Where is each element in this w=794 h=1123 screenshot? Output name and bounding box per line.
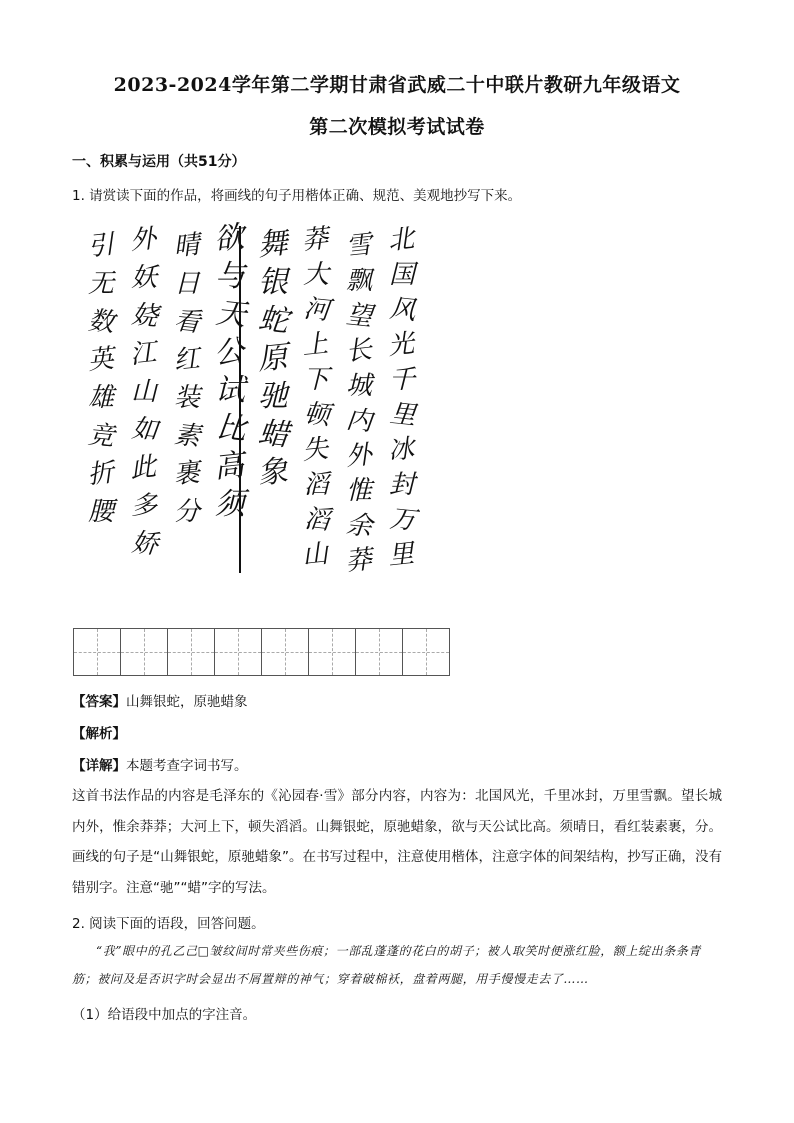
calligraphy-char: 惟: [345, 476, 373, 506]
calligraphy-char: 万: [388, 503, 418, 537]
detail-text: 本题考查字词书写。: [126, 758, 248, 774]
question-2: 2. 阅读下面的语段，回答问题。: [72, 916, 265, 932]
calligraphy-char: 裹: [172, 457, 202, 491]
question-2-sub-1: （1）给语段中加点的字注音。: [72, 1007, 257, 1023]
calligraphy-char: 红: [172, 343, 202, 377]
calligraphy-char: 雄: [87, 383, 115, 413]
calligraphy-char: 娆: [130, 299, 160, 333]
grid-cell: [73, 628, 121, 676]
question-1: 1. 请赏读下面的作品，将画线的句子用楷体正确、规范、美观地抄写下来。: [72, 188, 522, 204]
calligraphy-char: 河: [302, 293, 332, 327]
calligraphy-char: 公: [212, 333, 246, 372]
calligraphy-char: 江: [128, 337, 158, 371]
answer-text: 山舞银蛇，原驰蜡象: [126, 694, 248, 710]
calligraphy-char: 滔: [302, 503, 332, 537]
calligraphy-char: 分: [173, 497, 201, 527]
calligraphy-char: 大: [302, 260, 330, 290]
calligraphy-char: 引: [86, 229, 116, 263]
calligraphy-char: 失: [300, 433, 330, 467]
calligraphy-char: 冰: [386, 433, 416, 467]
calligraphy-char: 英: [86, 343, 116, 377]
grid-cell: [355, 628, 403, 676]
calligraphy-char: 比: [214, 409, 248, 448]
grid-cell: [308, 628, 356, 676]
calligraphy-char: 莽: [300, 223, 330, 257]
title-line2: 第二次模拟考试试卷: [309, 116, 485, 138]
calligraphy-char: 高: [212, 447, 246, 486]
calligraphy-char: 城: [345, 371, 373, 401]
title-line1: 2023-2024学年第二学期甘肃省武威二十中联片教研九年级语文: [113, 74, 681, 96]
grid-cell: [214, 628, 262, 676]
calligraphy-char: 长: [344, 334, 374, 368]
calligraphy-char: 国: [388, 260, 416, 290]
calligraphy-char: 晴: [172, 229, 202, 263]
calligraphy-char: 多: [130, 491, 158, 521]
calligraphy-char: 原: [255, 339, 290, 378]
detail-label: 【详解】: [72, 758, 126, 774]
grid-cell: [120, 628, 168, 676]
calligraphy-char: 余: [344, 509, 374, 543]
calligraphy-char: 竞: [86, 419, 116, 453]
detail-line: [72, 754, 248, 774]
calligraphy-char: 顿: [302, 398, 332, 432]
calligraphy-char: 风: [388, 293, 418, 327]
calligraphy-char: 腰: [87, 497, 115, 527]
grid-cell: [167, 628, 215, 676]
calligraphy-char: 无: [87, 269, 115, 299]
calligraphy-char: 蜡: [256, 415, 291, 454]
calligraphy-char: 如: [130, 413, 160, 447]
calligraphy-char: 须: [215, 487, 245, 522]
calligraphy-char: 银: [258, 265, 288, 300]
calligraphy-char: 妖: [130, 263, 158, 293]
calligraphy-char: 光: [386, 328, 416, 362]
calligraphy-char: 欲: [212, 219, 246, 258]
section-heading: 一、积累与运用（共51分）: [72, 154, 246, 170]
calligraphy-char: 莽: [344, 544, 374, 578]
calligraphy-char: 封: [388, 470, 416, 500]
calligraphy-char: 千: [388, 365, 416, 395]
explanation-paragraph: 这首书法作品的内容是毛泽东的《沁园春·雪》部分内容，内容为：北国风光，千里冰封，万里雪飘。望长城内外，惟余莽莽；大河上下，顿失滔滔。山舞银蛇，原驰蜡象，欲与天公试比高。须晴日，看红装素裹，分。画线的句子是“山舞银蛇，原驰蜡象”。在书写过程中，注意使用楷体，注意字体的间架结构，抄写正确，没有错别字。注意“驰”“蜡”字的写法。: [72, 788, 722, 896]
calligraphy-char: 看: [172, 305, 202, 339]
answer-label: 【答案】: [72, 694, 126, 710]
calligraphy-image: [72, 218, 420, 598]
calligraphy-char: 滔: [302, 470, 330, 500]
calligraphy-char: 舞: [255, 225, 290, 264]
calligraphy-char: 驰: [258, 379, 288, 414]
calligraphy-char: 数: [86, 305, 116, 339]
calligraphy-char: 飘: [345, 266, 373, 296]
analysis-line: [72, 722, 126, 742]
answer-line: [72, 690, 248, 710]
calligraphy-char: 山: [300, 538, 330, 572]
calligraphy-char: 素: [172, 419, 202, 453]
calligraphy-char: 象: [255, 453, 290, 492]
reading-passage: “我”眼中的孔乙己□皱纹间时常夹些伤痕；一部乱蓬蓬的花白的胡子；被人取笑时便涨红脸，额上绽出条条青筋；被问及是否识字时会显出不屑置辩的神气；穿着破棉袄，盘着两腿，用手慢慢走去了……: [72, 944, 702, 986]
calligraphy-char: 里: [388, 398, 418, 432]
answer-grid: [73, 628, 449, 676]
calligraphy-char: 上: [300, 328, 330, 362]
calligraphy-char: 望: [344, 299, 374, 333]
calligraphy-char: 日: [173, 269, 201, 299]
grid-cell: [261, 628, 309, 676]
calligraphy-char: 山: [130, 377, 158, 407]
calligraphy-char: 蛇: [256, 301, 291, 340]
calligraphy-char: 内: [344, 404, 374, 438]
calligraphy-char: 与: [215, 259, 245, 294]
calligraphy-char: 天: [214, 295, 248, 334]
calligraphy-char: 北: [386, 223, 416, 257]
analysis-label: 【解析】: [72, 726, 126, 742]
calligraphy-char: 里: [386, 538, 416, 572]
calligraphy-char: 试: [215, 373, 245, 408]
calligraphy-char: 下: [302, 365, 330, 395]
calligraphy-char: 娇: [130, 527, 160, 561]
calligraphy-char: 此: [128, 451, 158, 485]
calligraphy-char: 外: [344, 439, 374, 473]
calligraphy-char: 外: [128, 223, 158, 257]
calligraphy-char: 雪: [344, 229, 374, 263]
calligraphy-char: 折: [86, 457, 116, 491]
calligraphy-char: 装: [173, 383, 201, 413]
grid-cell: [402, 628, 450, 676]
